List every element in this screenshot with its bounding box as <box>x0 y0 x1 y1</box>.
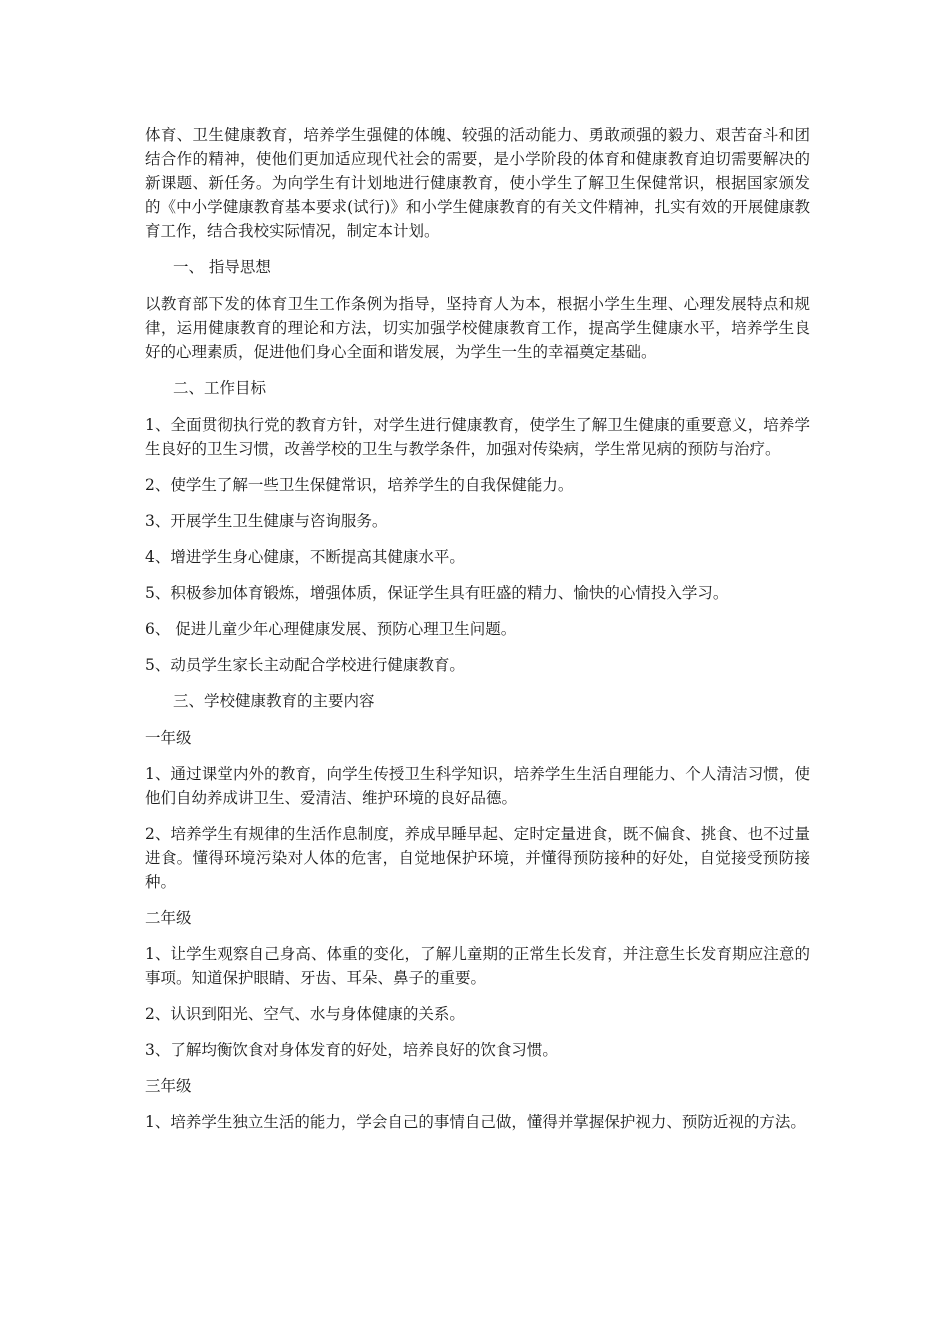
grade-label-1: 一年级 <box>145 729 192 747</box>
section-heading-guiding-ideology: 一、 指导思想 <box>173 258 271 276</box>
grade1-item: 2、培养学生有规律的生活作息制度，养成早睡早起、定时定量进食，既不偏食、挑食、也不过量进食。懂得环境污染对人体的危害，自觉地保护环境，并懂得预防接种的好处，自觉接受预防接种。 <box>145 825 810 891</box>
intro-paragraph: 体育、卫生健康教育，培养学生强健的体魄、较强的活动能力、勇敢顽强的毅力、艰苦奋斗和团结合作的精神，使他们更加适应现代社会的需要，是小学阶段的体育和健康教育迫切需要解决的新课题、新任务。为向学生有计划地进行健康教育，使小学生了解卫生保健常识，根据国家颁发的《中小学健康教育基本要求(试行)》和小学生健康教育的有关文件精神，扎实有效的开展健康教育工作，结合我校实际情况，制定本计划。 <box>145 126 810 240</box>
grade-label-3: 三年级 <box>145 1077 192 1095</box>
goal-item: 4、增进学生身心健康，不断提高其健康水平。 <box>145 548 465 566</box>
goal-item: 5、动员学生家长主动配合学校进行健康教育。 <box>145 656 465 674</box>
grade2-item: 3、了解均衡饮食对身体发育的好处，培养良好的饮食习惯。 <box>145 1041 558 1059</box>
goal-item: 2、使学生了解一些卫生保健常识，培养学生的自我保健能力。 <box>145 476 574 494</box>
grade2-item: 2、认识到阳光、空气、水与身体健康的关系。 <box>145 1005 465 1023</box>
section-heading-main-content: 三、学校健康教育的主要内容 <box>173 692 375 710</box>
guiding-ideology-paragraph: 以教育部下发的体育卫生工作条例为指导，坚持育人为本，根据小学生生理、心理发展特点和规律，运用健康教育的理论和方法，切实加强学校健康教育工作，提高学生健康水平，培养学生良好的心理素质，促进他们身心全面和谐发展，为学生一生的幸福奠定基础。 <box>145 295 810 361</box>
goal-item: 5、积极参加体育锻炼，增强体质，保证学生具有旺盛的精力、愉快的心情投入学习。 <box>145 584 729 602</box>
goal-item: 3、开展学生卫生健康与咨询服务。 <box>145 512 388 530</box>
grade2-item: 1、让学生观察自己身高、体重的变化，了解儿童期的正常生长发育，并注意生长发育期应注意的事项。知道保护眼睛、牙齿、耳朵、鼻子的重要。 <box>145 945 810 987</box>
grade1-item: 1、通过课堂内外的教育，向学生传授卫生科学知识，培养学生生活自理能力、个人清洁习惯，使他们自幼养成讲卫生、爱清洁、维护环境的良好品德。 <box>145 765 810 807</box>
document-page <box>145 123 810 1146</box>
goal-item: 6、 促进儿童少年心理健康发展、预防心理卫生问题。 <box>145 620 517 638</box>
grade-label-2: 二年级 <box>145 909 192 927</box>
grade3-item: 1、培养学生独立生活的能力，学会自己的事情自己做，懂得并掌握保护视力、预防近视的方法。 <box>145 1113 806 1131</box>
section-heading-work-goals: 二、工作目标 <box>173 379 267 397</box>
goal-item: 1、全面贯彻执行党的教育方针，对学生进行健康教育，使学生了解卫生健康的重要意义，培养学生良好的卫生习惯，改善学校的卫生与教学条件，加强对传染病，学生常见病的预防与治疗。 <box>145 416 810 458</box>
